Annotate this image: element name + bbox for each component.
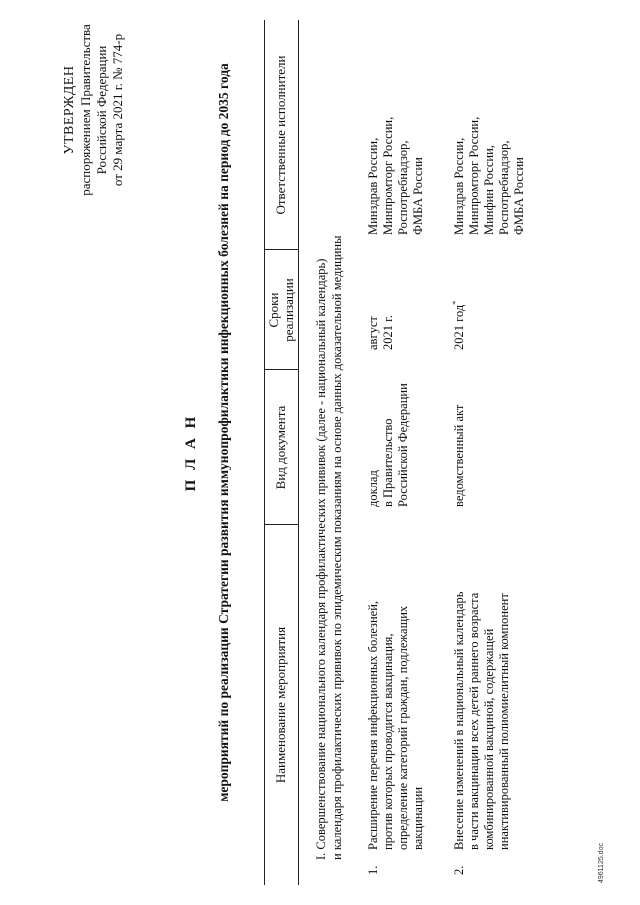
row-2-exec-line: Минздрав России, [452, 137, 466, 235]
row-1-number: 1. [366, 865, 380, 875]
row-1-exec-line: Минпромторг России, [381, 116, 395, 235]
header-doc-type: Вид документа [273, 405, 288, 490]
row-2-name-line: комбинированной вакциной, содержащей [482, 628, 496, 850]
row-1-terms [366, 250, 396, 350]
table-header-bottom-rule [298, 20, 299, 885]
row-2-doc-line: ведомственный акт [452, 404, 466, 507]
row-2-doc-type [452, 367, 467, 507]
row-2-exec-line: Роспотребнадзор, [497, 140, 511, 235]
row-2-name-line: инактивированный полиомиелитный компонент [497, 593, 511, 850]
header-terms [266, 250, 296, 370]
header-terms-line-2: реализации [281, 278, 296, 342]
header-name: Наименование мероприятия [273, 626, 288, 784]
row-1-name-line: определение категорий граждан, подлежащих [396, 605, 410, 850]
section-1-heading [313, 20, 345, 860]
approval-title: УТВЕРЖДЕН [62, 65, 77, 155]
section-1-line-2: и календаря профилактических прививок по эпидемическим показаниям на основе данных доказательной медицины [330, 235, 344, 860]
plan-title: П Л А Н [183, 413, 199, 492]
header-executors: Ответственные исполнители [273, 55, 288, 215]
plan-subtitle: мероприятий по реализации Стратегии развития иммунопрофилактики инфекционных болезней на период до 2035 года [216, 63, 231, 802]
row-2-terms [452, 250, 467, 350]
row-1-exec-line: Роспотребнадзор, [396, 140, 410, 235]
row-1-term-line: 2021 г. [381, 315, 395, 350]
row-1-name [366, 525, 426, 850]
row-2-exec-line: ФМБА России [512, 157, 526, 235]
row-1-name-line: против которых проводится вакцинация, [381, 633, 395, 850]
approval-block [62, 5, 126, 215]
row-1-exec-line: ФМБА России [411, 157, 425, 235]
row-2-name [452, 525, 512, 850]
row-1-name-line: Расширение перечня инфекционных болезней, [366, 600, 380, 850]
header-terms-line-1: Сроки [266, 292, 281, 328]
row-1-doc-type [366, 367, 411, 507]
approval-line-3: от 29 марта 2021 г. № 774-р [110, 33, 125, 187]
row-1-executors [366, 20, 426, 235]
row-1-doc-line: в Правительство [381, 418, 395, 507]
section-1-line-1: I. Совершенствование национального календаря профилактических прививок (далее - национальный календарь) [314, 258, 328, 860]
table-top-rule [264, 20, 265, 885]
row-2-name-line: Внесение изменений в национальный календарь [452, 591, 466, 850]
document-filename: 4961125.doc [598, 843, 605, 883]
approval-line-2: Российской Федерации [94, 45, 109, 175]
row-2-exec-line: Минфин России, [482, 145, 496, 235]
row-2-name-line: в части вакцинации всех детей раннего возраста [467, 592, 481, 850]
row-2-executors [452, 20, 527, 235]
row-1-term-line: август [366, 316, 380, 350]
row-2-number: 2. [452, 865, 466, 875]
approval-line-1: распоряжением Правительства [78, 24, 93, 196]
row-1-name-line: вакцинации [411, 786, 425, 850]
row-1-exec-line: Минздрав России, [366, 137, 380, 235]
row-1-doc-line: Российской Федерации [396, 383, 410, 507]
row-2-exec-line: Минпромторг России, [467, 116, 481, 235]
row-2-term-footnote-mark: * [450, 300, 460, 305]
row-1-doc-line: доклад [366, 470, 380, 507]
row-2-term: 2021 год [452, 304, 466, 350]
